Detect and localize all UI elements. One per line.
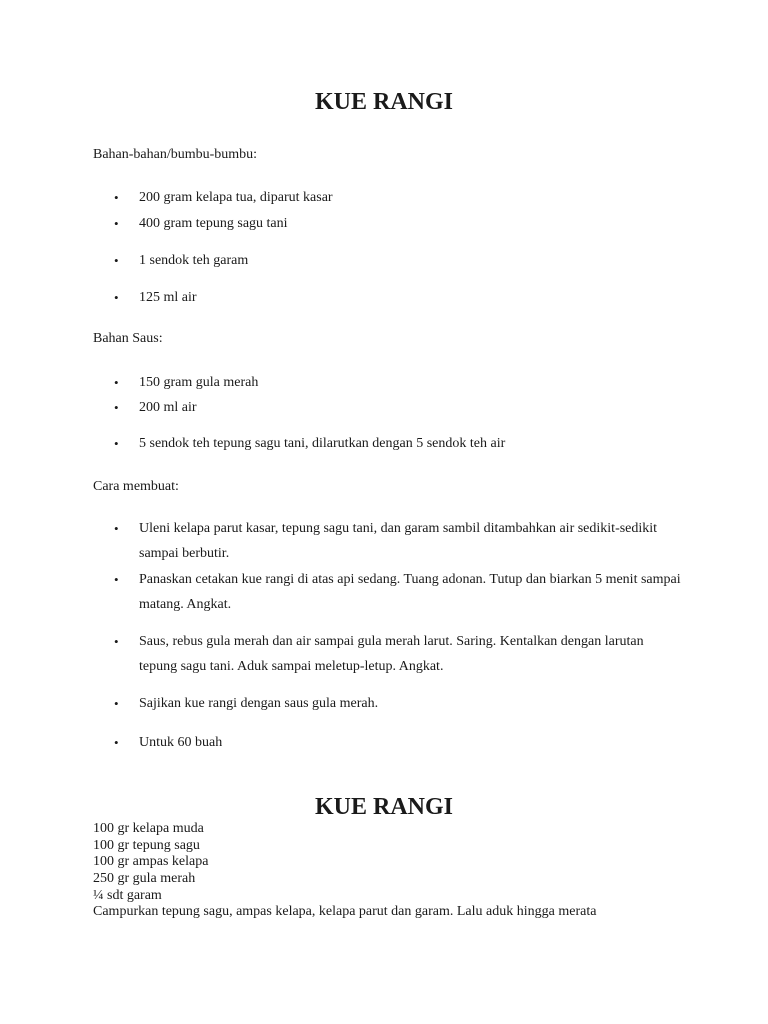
ingredient-item: • 200 gram kelapa tua, diparut kasar xyxy=(139,185,684,210)
step-item: • Sajikan kue rangi dengan saus gula merah. xyxy=(139,691,684,716)
recipe-line: 100 gr kelapa muda xyxy=(93,821,204,836)
step-item: • Untuk 60 buah xyxy=(139,730,684,755)
sauce-item: • 150 gram gula merah xyxy=(139,370,684,395)
recipe-line: ¼ sdt garam xyxy=(93,888,162,903)
ingredient-item: • 1 sendok teh garam xyxy=(139,248,684,273)
recipe-line: 250 gr gula merah xyxy=(93,871,196,886)
recipe-title: KUE RANGI xyxy=(314,89,453,115)
sauce-label: Bahan Saus: xyxy=(93,331,163,346)
sauce-item: • 5 sendok teh tepung sagu tani, dilarutkan dengan 5 sendok teh air xyxy=(139,431,684,456)
step-item: • Saus, rebus gula merah dan air sampai gula merah larut. Saring. Kentalkan dengan larutan tepung sagu tani. Aduk sampai meletup-letup. Angkat. xyxy=(139,629,684,679)
recipe-line: Campurkan tepung sagu, ampas kelapa, kelapa parut dan garam. Lalu aduk hingga merata xyxy=(93,904,597,919)
step-item: • Uleni kelapa parut kasar, tepung sagu tani, dan garam sambil ditambahkan air sedikit-sedikit sampai berbutir. xyxy=(139,516,684,566)
method-label: Cara membuat: xyxy=(93,479,179,494)
ingredient-item: • 125 ml air xyxy=(139,285,684,310)
recipe-title: KUE RANGI xyxy=(314,794,453,820)
recipe-line: 100 gr tepung sagu xyxy=(93,838,200,853)
recipe-line: 100 gr ampas kelapa xyxy=(93,854,209,869)
ingredients-label: Bahan-bahan/bumbu-bumbu: xyxy=(93,147,258,162)
step-item: • Panaskan cetakan kue rangi di atas api sedang. Tuang adonan. Tutup dan biarkan 5 menit sampai matang. Angkat. xyxy=(139,567,684,617)
sauce-item: • 200 ml air xyxy=(139,395,684,420)
ingredient-item: • 400 gram tepung sagu tani xyxy=(139,211,684,236)
